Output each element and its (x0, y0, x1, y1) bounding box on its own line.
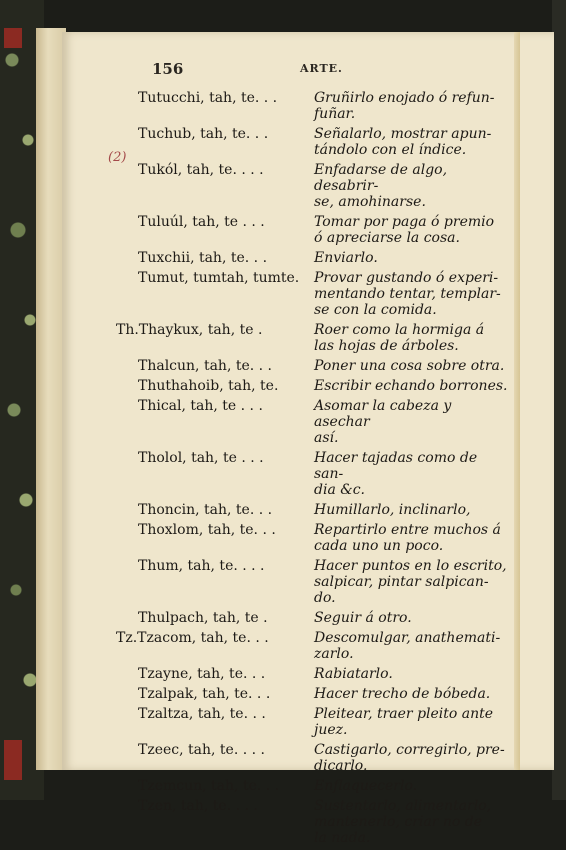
entry-definition: Humillarlo, inclinarlo, (314, 502, 471, 518)
entry-headword: Thulpach, tah, te . (138, 610, 268, 626)
dictionary-entry (138, 90, 508, 122)
entry-definition: Gruñirlo enojado ó refun- fuñar. (314, 90, 495, 122)
page-number: 156 (152, 60, 184, 78)
dictionary-entry (138, 250, 508, 266)
dictionary-entry (138, 798, 508, 846)
entry-headword: Tumut, tumtah, tumte. (138, 270, 300, 286)
dictionary-entry (138, 502, 508, 518)
spine-label-top (4, 28, 22, 48)
dictionary-entry (116, 630, 508, 662)
entry-headword: Tzalpak, tah, te. . . (138, 686, 271, 702)
dictionary-entry (138, 378, 508, 394)
entry-headword: Thuthahoib, tah, te. (138, 378, 279, 394)
entry-definition: Provar gustando ó experi- mentando tentar, templar- se con la comida. (314, 270, 501, 318)
entry-headword: Tukól, tah, te. . . . (138, 162, 264, 178)
entry-definition: Poner una cosa sobre otra. (314, 358, 505, 374)
entry-definition: Hacer tajadas como de san- dia &c. (314, 450, 478, 498)
entry-headword: Th.Thaykux, tah, te . (116, 322, 263, 338)
entry-headword: Tzen, tah, te. . . . (138, 798, 258, 814)
entry-definition: Enfadarse de algo, desabrir- se, amohinarse. (314, 162, 448, 210)
entry-headword: Thum, tah, te. . . . (138, 558, 265, 574)
dictionary-entry (138, 558, 508, 606)
entry-definition: Hacer trecho de bóbeda. (314, 686, 491, 702)
entry-headword: Tzayne, tah, te. . . (138, 666, 266, 682)
entry-definition: Hacer puntos en lo escrito, salpicar, pintar salpican- do. (314, 558, 507, 606)
entry-headword: Tzaltza, tah, te. . . (138, 706, 266, 722)
entry-definition: Enviarlo. (314, 250, 378, 266)
entry-headword: Tuluúl, tah, te . . . (138, 214, 265, 230)
dictionary-entry (138, 398, 508, 446)
dictionary-entry (138, 706, 508, 738)
entry-headword: Tzemcun, tah, te. . . (138, 778, 280, 794)
entry-definition: Escribir echando borrones. (314, 378, 508, 394)
spine-label-bottom (4, 740, 22, 780)
entry-headword: Thoncin, tah, te. . . (138, 502, 273, 518)
dictionary-entry (138, 778, 508, 794)
entry-headword: Tutucchi, tah, te. . . (138, 90, 278, 106)
dictionary-entry (138, 686, 508, 702)
entry-definition: Castigarlo, corregirlo, pre- dicarlo. (314, 742, 505, 774)
entry-definition: Rabiatarlo. (314, 666, 393, 682)
dictionary-entry (138, 126, 508, 158)
entry-headword: Tuchub, tah, te. . . (138, 126, 269, 142)
entry-definition: Sustentarlo, alimentarlo, mantenerlo, criar no de la nada. (314, 798, 492, 846)
dictionary-entry (138, 270, 508, 318)
entry-definition: Tomar por paga ó premio ó apreciarse la cosa. (314, 214, 495, 246)
dictionary-entry (138, 666, 508, 682)
entry-definition: Asomar la cabeza y asechar así. (314, 398, 452, 446)
dictionary-entry (138, 742, 508, 774)
dictionary-entry (138, 214, 508, 246)
entry-definition: Pleitear, traer pleito ante juez. (314, 706, 494, 738)
entry-definition: Señalarlo, mostrar apun- tándolo con el índice. (314, 126, 492, 158)
entry-headword: Tzeec, tah, te. . . . (138, 742, 265, 758)
dictionary-entry (138, 450, 508, 498)
page-gutter (514, 32, 520, 770)
entry-definition: Descomulgar, anathemati- zarlo. (314, 630, 501, 662)
entry-headword: Thical, tah, te . . . (138, 398, 263, 414)
dictionary-entries (116, 90, 508, 850)
dictionary-entry (138, 358, 508, 374)
entry-definition: Roer como la hormiga á las hojas de árboles. (314, 322, 485, 354)
dictionary-entry (138, 610, 508, 626)
entry-definition: Repartirlo entre muchos á cada uno un poco. (314, 522, 501, 554)
entry-headword: Tuxchii, tah, te. . . (138, 250, 268, 266)
book-cover-right (552, 0, 566, 800)
entry-definition: Seguir á otro. (314, 610, 412, 626)
margin-annotation: (2) (108, 150, 127, 165)
entry-headword: Tz.Tzacom, tah, te. . . (116, 630, 269, 646)
dictionary-entry (116, 322, 508, 354)
dictionary-entry (138, 522, 508, 554)
entry-definition: Enflaquecerlo. (314, 778, 418, 794)
dictionary-entry (138, 162, 508, 210)
running-head: ARTE. (300, 62, 343, 75)
entry-headword: Thalcun, tah, te. . . (138, 358, 273, 374)
entry-headword: Thoxlom, tah, te. . . (138, 522, 276, 538)
entry-headword: Tholol, tah, te . . . (138, 450, 264, 466)
